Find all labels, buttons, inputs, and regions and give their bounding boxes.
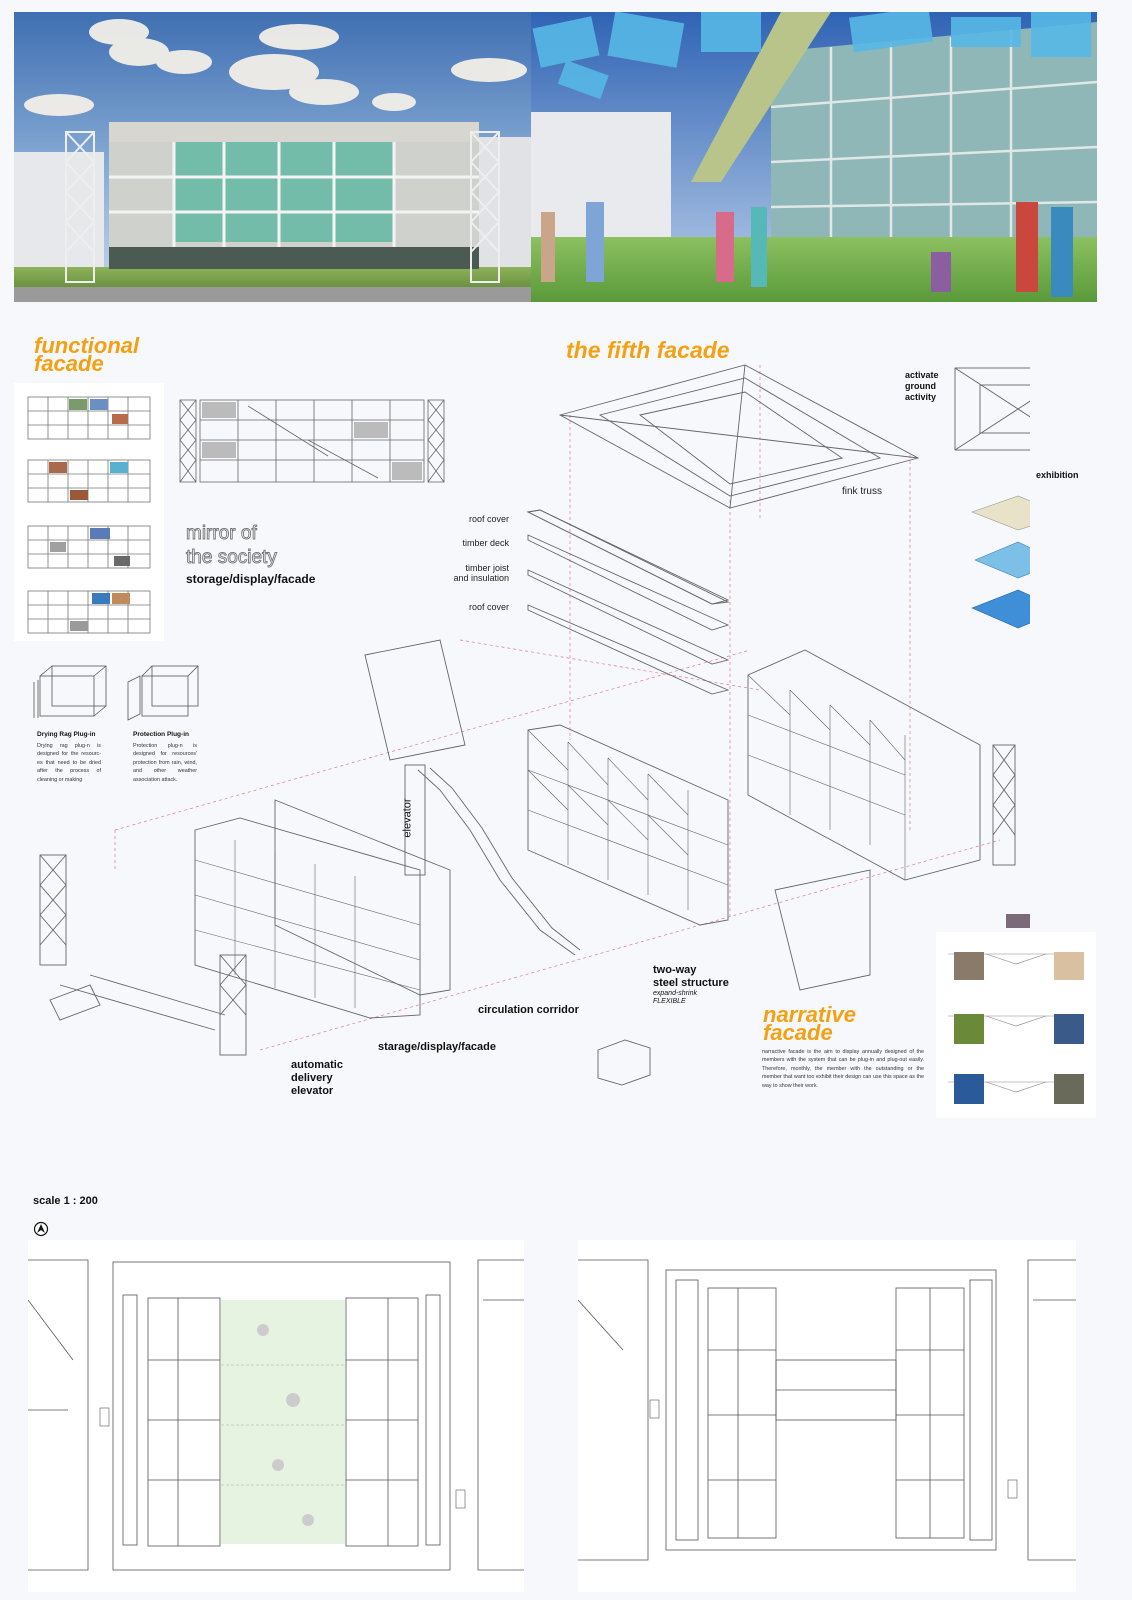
north-arrow-icon: [33, 1221, 49, 1237]
roof-layer-label: timber deck: [462, 538, 509, 548]
courtyard-rendering: [531, 12, 1097, 302]
narrative-facade-heading: narrative facade: [763, 1002, 856, 1046]
fink-truss-label: fink truss: [841, 486, 882, 497]
ground-floor-plan: [28, 1240, 524, 1592]
narrative-facade-text: narractive facade is the aim to display annually designed of the members with the system that can be plug-in and plug-out easily. Therefore, monthly, the member with the outstanding or the member that want too exhibit their design can use this space as the way to show their work.: [762, 1049, 924, 1089]
automatic-delivery-label: automatic delivery elevator: [291, 1059, 343, 1098]
plugin-description: Drying rag plug-n is designed for the resourc-es that need to be dried after the process of cleaning or making: [37, 743, 101, 783]
mirror-of-society-text: mirror of the society: [186, 523, 277, 568]
plugin-title: Protection Plug-in: [133, 731, 189, 738]
elevator-label: elevator: [401, 798, 414, 838]
street-rendering: [14, 12, 531, 302]
fifth-facade-heading: the fifth facade: [566, 337, 730, 363]
plugin-title: Drying Rag Plug-in: [37, 731, 96, 738]
upper-floor-plan: [578, 1240, 1076, 1592]
roof-layer-label: timber joist and insulation: [453, 563, 509, 584]
roof-layer-label: roof cover: [468, 514, 509, 524]
plugin-description: Protection plug-n is designed for resources' protection from rain, wind, and other weather association attack.: [133, 743, 197, 783]
expand-shrink-label: expand-shrink FLEXIBLE: [653, 990, 697, 1006]
scale-label: scale 1 : 200: [33, 1195, 98, 1207]
storage-display-label: starage/display/facade: [378, 1041, 497, 1053]
functional-facade-heading: functional facade: [34, 333, 140, 377]
storage-display-facade-label: storage/display/facade: [186, 572, 316, 586]
circulation-corridor-label: circulation corridor: [478, 1004, 579, 1016]
two-way-steel-label: two-way steel structure: [653, 964, 729, 990]
activate-ground-label: activate ground activity: [905, 370, 939, 402]
roof-layer-label: roof cover: [468, 602, 509, 612]
exhibition-label: exhibition: [1036, 470, 1079, 480]
narrative-elevations-panel: [936, 932, 1096, 1118]
